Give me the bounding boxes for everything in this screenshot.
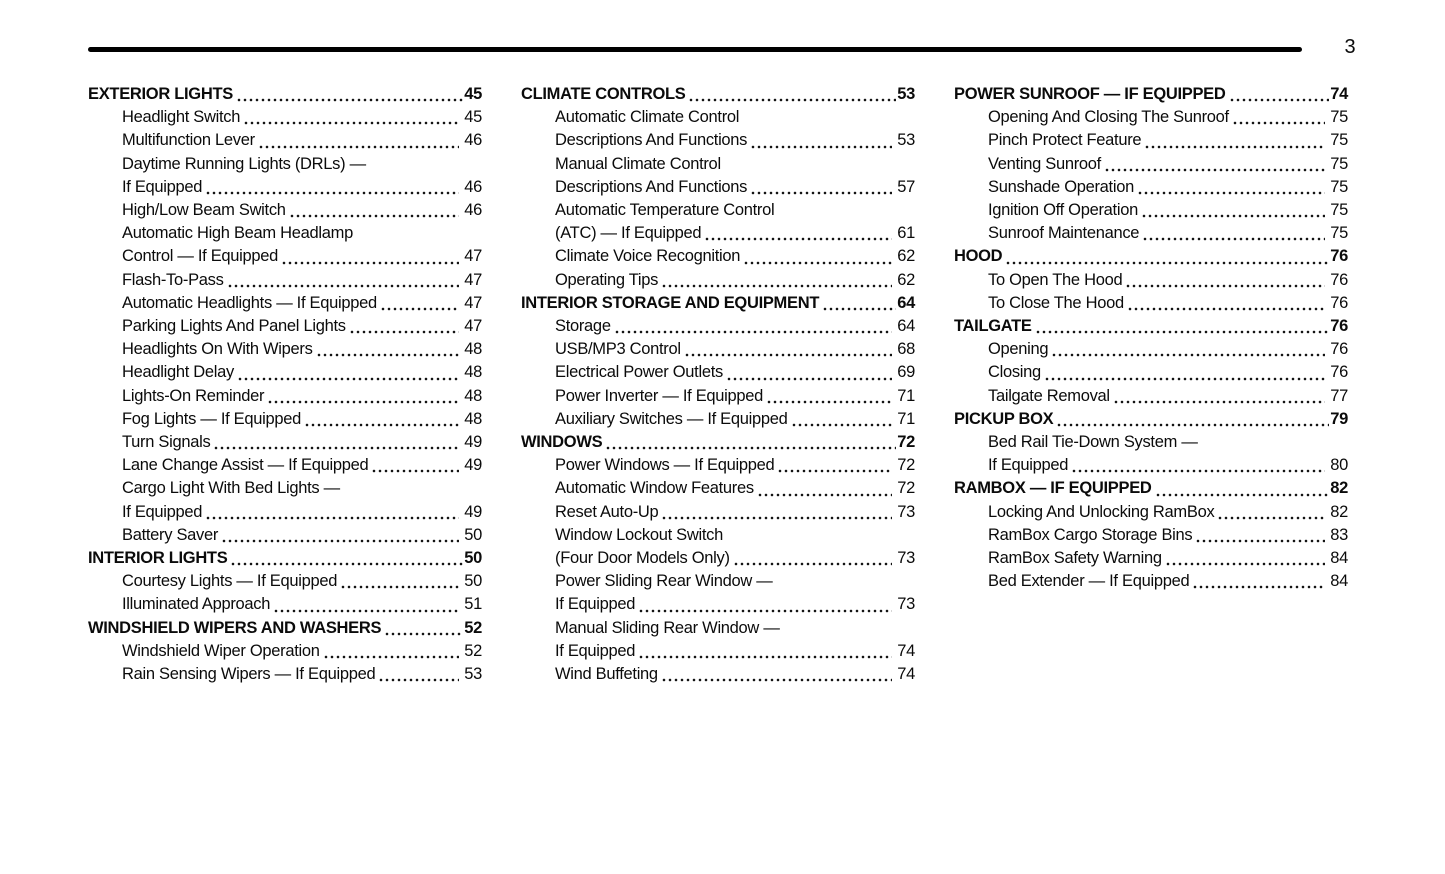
toc-entry-page-ref: 75 (1330, 108, 1348, 127)
toc-entry (521, 617, 915, 640)
toc-entry-page-ref: 49 (464, 433, 482, 452)
dot-leader (684, 353, 893, 357)
dot-leader (227, 284, 460, 288)
toc-entry-page-ref: 51 (464, 595, 482, 614)
toc-entry (521, 385, 915, 408)
toc-entry (88, 292, 482, 315)
toc-entry (88, 663, 482, 686)
toc-entry-label: RamBox Safety Warning (988, 549, 1162, 568)
toc-section-heading-label: CLIMATE CONTROLS (521, 85, 686, 103)
toc-section-heading (521, 431, 915, 454)
dot-leader (323, 655, 460, 659)
toc-entry-page-ref: 48 (464, 409, 482, 428)
dot-leader (205, 191, 459, 195)
toc-entry (521, 153, 915, 176)
toc-entry-label: Climate Voice Recognition (555, 247, 741, 266)
dot-leader (661, 516, 892, 520)
toc-section-heading-page-ref: 72 (897, 433, 915, 452)
toc-entry-page-ref: 84 (1330, 549, 1348, 568)
toc-entry (954, 199, 1348, 222)
dot-leader (258, 145, 459, 149)
dot-leader (281, 261, 459, 265)
toc-section-heading-label: POWER SUNROOF — IF EQUIPPED (954, 85, 1226, 103)
toc-entry (88, 593, 482, 616)
dot-leader (777, 469, 892, 473)
toc-entry (954, 431, 1348, 454)
toc-entry-continuation (521, 547, 915, 570)
dot-leader (1104, 168, 1325, 172)
toc-entry-continuation-page-ref: 73 (897, 549, 915, 568)
toc-entry-continuation-page-ref: 61 (897, 224, 915, 243)
toc-section-heading-page-ref: 82 (1330, 479, 1348, 498)
toc-entry-continuation-label: If Equipped (555, 595, 636, 614)
toc-entry-label: Parking Lights And Panel Lights (122, 317, 346, 336)
toc-entry (88, 129, 482, 152)
toc-entry-continuation-page-ref: 73 (897, 595, 915, 614)
toc-entry (521, 501, 915, 524)
toc-entry-label: Courtesy Lights — If Equipped (122, 572, 338, 591)
dot-leader (638, 609, 892, 613)
dot-leader (791, 423, 893, 427)
toc-column-2 (521, 83, 915, 686)
toc-entry-label: Headlight Switch (122, 108, 241, 127)
toc-entry (88, 361, 482, 384)
toc-entry (521, 454, 915, 477)
dot-leader (1044, 377, 1325, 381)
toc-entry (521, 361, 915, 384)
toc-entry (88, 477, 482, 500)
toc-entry-label: Reset Auto-Up (555, 502, 659, 521)
toc-entry-label: Headlights On With Wipers (122, 340, 313, 359)
dot-leader (371, 469, 459, 473)
toc-entry-page-ref: 75 (1330, 154, 1348, 173)
toc-entry-continuation-label: Descriptions And Functions (555, 131, 748, 150)
toc-entry (954, 385, 1348, 408)
dot-leader (289, 214, 460, 218)
toc-entry-continuation (954, 454, 1348, 477)
toc-entry (954, 222, 1348, 245)
toc-entry-label: Battery Saver (122, 525, 219, 544)
toc-entry-label: Automatic Window Features (555, 479, 754, 498)
toc-entry-continuation-page-ref: 57 (897, 177, 915, 196)
dot-leader (1056, 423, 1329, 427)
toc-entry-page-ref: 64 (897, 317, 915, 336)
toc-entry-continuation (521, 222, 915, 245)
toc-entry (954, 501, 1348, 524)
toc-entry-continuation-label: If Equipped (555, 641, 636, 660)
toc-entry-label: Power Windows — If Equipped (555, 456, 775, 475)
toc-entry-page-ref: 49 (464, 456, 482, 475)
toc-entry (954, 361, 1348, 384)
toc-entry (521, 524, 915, 547)
toc-section-heading (88, 547, 482, 570)
toc-entry-continuation-label: Control — If Equipped (122, 247, 279, 266)
toc-entry-label: Automatic Climate Control (555, 108, 740, 127)
toc-entry-label: RamBox Cargo Storage Bins (988, 525, 1193, 544)
toc-entry-page-ref: 75 (1330, 177, 1348, 196)
toc-entry (521, 106, 915, 129)
toc-entry (954, 570, 1348, 593)
dot-leader (614, 330, 893, 334)
toc-columns (88, 83, 1348, 686)
toc-section-heading-label: WINDSHIELD WIPERS AND WASHERS (88, 618, 382, 637)
toc-entry (954, 292, 1348, 315)
toc-section-heading-page-ref: 50 (464, 549, 482, 568)
toc-entry-continuation-page-ref: 80 (1330, 456, 1348, 475)
toc-section-heading-page-ref: 53 (897, 85, 915, 103)
toc-entry-label: Venting Sunroof (988, 154, 1101, 173)
toc-section-heading-label: RAMBOX — IF EQUIPPED (954, 479, 1152, 498)
dot-leader (1005, 261, 1329, 265)
toc-entry (88, 431, 482, 454)
toc-entry-continuation (521, 176, 915, 199)
dot-leader (304, 423, 459, 427)
toc-entry-label: Opening (988, 340, 1049, 359)
toc-section-heading (954, 83, 1348, 106)
dot-leader (205, 516, 459, 520)
toc-section-heading-label: INTERIOR LIGHTS (88, 549, 228, 568)
toc-entry-page-ref: 48 (464, 386, 482, 405)
dot-leader (1125, 284, 1325, 288)
toc-entry-label: Windshield Wiper Operation (122, 641, 320, 660)
dot-leader (704, 237, 892, 241)
dot-leader (766, 400, 892, 404)
toc-entry-page-ref: 71 (897, 386, 915, 405)
toc-entry-page-ref: 76 (1330, 293, 1348, 312)
toc-entry-label: Illuminated Approach (122, 595, 271, 614)
toc-entry-label: Closing (988, 363, 1041, 382)
toc-section-heading (954, 315, 1348, 338)
toc-entry-label: To Close The Hood (988, 293, 1124, 312)
toc-entry-continuation (88, 176, 482, 199)
toc-entry-label: Daytime Running Lights (DRLs) — (122, 154, 366, 173)
toc-entry (954, 153, 1348, 176)
dot-leader (1071, 469, 1325, 473)
dot-leader (1127, 307, 1325, 311)
toc-entry-page-ref: 83 (1330, 525, 1348, 544)
toc-entry-label: To Open The Hood (988, 270, 1123, 289)
dot-leader (733, 562, 893, 566)
dot-leader (378, 678, 459, 682)
toc-entry (88, 315, 482, 338)
toc-entry-label: Multifunction Lever (122, 131, 255, 150)
toc-entry-continuation-label: If Equipped (988, 456, 1069, 475)
toc-section-heading-label: INTERIOR STORAGE AND EQUIPMENT (521, 293, 820, 312)
toc-entry-label: Electrical Power Outlets (555, 363, 723, 382)
dot-leader (1035, 330, 1330, 334)
toc-entry (521, 315, 915, 338)
toc-entry-continuation (521, 129, 915, 152)
toc-entry-page-ref: 45 (464, 108, 482, 127)
toc-entry (88, 408, 482, 431)
toc-entry-label: Cargo Light With Bed Lights — (122, 479, 340, 498)
dot-leader (316, 353, 460, 357)
toc-section-heading (954, 477, 1348, 500)
toc-section-heading-label: TAILGATE (954, 317, 1032, 336)
dot-leader (1192, 585, 1325, 589)
toc-entry-page-ref: 53 (464, 665, 482, 684)
toc-entry-page-ref: 72 (897, 456, 915, 475)
dot-leader (661, 284, 892, 288)
toc-entry-page-ref: 76 (1330, 340, 1348, 359)
toc-section-heading (521, 292, 915, 315)
toc-section-heading (88, 617, 482, 640)
toc-entry (521, 199, 915, 222)
toc-entry (954, 106, 1348, 129)
toc-entry-label: Lane Change Assist — If Equipped (122, 456, 369, 475)
toc-section-heading (954, 408, 1348, 431)
toc-entry-page-ref: 48 (464, 363, 482, 382)
toc-entry-continuation-label: (Four Door Models Only) (555, 549, 730, 568)
toc-section-heading-label: EXTERIOR LIGHTS (88, 85, 233, 103)
toc-entry-continuation (521, 593, 915, 616)
dot-leader (237, 377, 459, 381)
toc-entry (954, 129, 1348, 152)
toc-entry-label: Power Inverter — If Equipped (555, 386, 764, 405)
dot-leader (1155, 493, 1330, 497)
dot-leader (384, 632, 463, 636)
toc-entry (521, 245, 915, 268)
dot-leader (349, 330, 460, 334)
toc-section-heading (954, 245, 1348, 268)
toc-entry-label: Opening And Closing The Sunroof (988, 108, 1229, 127)
dot-leader (1113, 400, 1325, 404)
toc-entry (521, 663, 915, 686)
page-number: 3 (1344, 36, 1356, 58)
toc-entry-page-ref: 50 (464, 525, 482, 544)
toc-section-heading-page-ref: 76 (1330, 317, 1348, 336)
dot-leader (726, 377, 892, 381)
toc-section-heading-label: WINDOWS (521, 433, 603, 452)
toc-entry-label: Manual Sliding Rear Window — (555, 618, 780, 637)
toc-entry-label: Fog Lights — If Equipped (122, 409, 301, 428)
toc-entry-label: Turn Signals (122, 433, 211, 452)
toc-entry (88, 385, 482, 408)
toc-entry-page-ref: 62 (897, 247, 915, 266)
toc-entry-label: Bed Rail Tie-Down System — (988, 433, 1198, 452)
toc-section-heading-page-ref: 74 (1330, 85, 1348, 103)
toc-entry-page-ref: 68 (897, 340, 915, 359)
toc-entry-page-ref: 47 (464, 317, 482, 336)
dot-leader (236, 98, 463, 102)
toc-entry (521, 338, 915, 361)
toc-entry (88, 338, 482, 361)
toc-entry (954, 176, 1348, 199)
dot-leader (605, 446, 896, 450)
toc-entry-page-ref: 50 (464, 572, 482, 591)
toc-entry (88, 454, 482, 477)
toc-entry-page-ref: 52 (464, 641, 482, 660)
toc-entry-label: Power Sliding Rear Window — (555, 572, 773, 591)
toc-entry-continuation-page-ref: 47 (464, 247, 482, 266)
dot-leader (1195, 539, 1325, 543)
toc-entry (954, 338, 1348, 361)
toc-entry (88, 106, 482, 129)
dot-leader (1217, 516, 1325, 520)
dot-leader (380, 307, 459, 311)
dot-leader (822, 307, 896, 311)
toc-entry-continuation-page-ref: 49 (464, 502, 482, 521)
toc-entry-page-ref: 47 (464, 293, 482, 312)
dot-leader (750, 145, 892, 149)
toc-entry-page-ref: 82 (1330, 502, 1348, 521)
dot-leader (1144, 145, 1325, 149)
toc-entry-page-ref: 46 (464, 201, 482, 220)
dot-leader (1141, 214, 1325, 218)
header-rule (88, 47, 1302, 52)
toc-entry-continuation-page-ref: 46 (464, 177, 482, 196)
toc-entry (88, 269, 482, 292)
toc-entry (954, 547, 1348, 570)
toc-entry-page-ref: 69 (897, 363, 915, 382)
dot-leader (267, 400, 459, 404)
toc-entry-continuation (521, 640, 915, 663)
toc-entry (88, 570, 482, 593)
dot-leader (1229, 98, 1330, 102)
toc-column-1 (88, 83, 482, 686)
toc-entry-label: Ignition Off Operation (988, 201, 1138, 220)
toc-entry (88, 153, 482, 176)
toc-column-3 (954, 83, 1348, 686)
dot-leader (213, 446, 459, 450)
toc-entry-label: Manual Climate Control (555, 154, 721, 173)
toc-entry-page-ref: 71 (897, 409, 915, 428)
dot-leader (661, 678, 892, 682)
toc-entry-continuation (88, 501, 482, 524)
toc-entry-page-ref: 62 (897, 270, 915, 289)
toc-section-heading (88, 83, 482, 106)
toc-entry (521, 408, 915, 431)
dot-leader (743, 261, 892, 265)
dot-leader (230, 562, 463, 566)
dot-leader (221, 539, 459, 543)
toc-section-heading-page-ref: 79 (1330, 409, 1348, 428)
toc-entry-page-ref: 47 (464, 270, 482, 289)
toc-entry-page-ref: 84 (1330, 572, 1348, 591)
toc-entry-continuation-label: Descriptions And Functions (555, 177, 748, 196)
toc-entry-continuation (88, 245, 482, 268)
dot-leader (243, 121, 459, 125)
toc-entry (521, 477, 915, 500)
toc-entry (954, 269, 1348, 292)
toc-entry-page-ref: 72 (897, 479, 915, 498)
toc-entry-label: Wind Buffeting (555, 665, 658, 684)
toc-entry (88, 199, 482, 222)
toc-entry-label: Auxiliary Switches — If Equipped (555, 409, 788, 428)
toc-entry-page-ref: 76 (1330, 270, 1348, 289)
toc-entry (88, 524, 482, 547)
toc-entry-label: Operating Tips (555, 270, 659, 289)
dot-leader (340, 585, 459, 589)
toc-entry (521, 269, 915, 292)
toc-entry-label: Tailgate Removal (988, 386, 1110, 405)
toc-entry-label: USB/MP3 Control (555, 340, 681, 359)
toc-entry-page-ref: 74 (897, 665, 915, 684)
toc-entry-label: Sunshade Operation (988, 177, 1134, 196)
toc-entry-label: Sunroof Maintenance (988, 224, 1140, 243)
toc-entry-page-ref: 76 (1330, 363, 1348, 382)
dot-leader (688, 98, 896, 102)
toc-section-heading-label: HOOD (954, 247, 1003, 266)
dot-leader (757, 493, 892, 497)
toc-entry (521, 570, 915, 593)
dot-leader (1051, 353, 1325, 357)
toc-entry-label: Automatic High Beam Headlamp (122, 224, 353, 243)
toc-entry-label: High/Low Beam Switch (122, 201, 286, 220)
toc-entry (954, 524, 1348, 547)
toc-entry-page-ref: 77 (1330, 386, 1348, 405)
dot-leader (273, 609, 459, 613)
toc-entry-label: Flash-To-Pass (122, 270, 224, 289)
toc-entry (88, 222, 482, 245)
dot-leader (1165, 562, 1325, 566)
toc-entry-label: Rain Sensing Wipers — If Equipped (122, 665, 376, 684)
toc-entry-label: Pinch Protect Feature (988, 131, 1142, 150)
dot-leader (750, 191, 892, 195)
toc-entry-label: Automatic Headlights — If Equipped (122, 293, 377, 312)
toc-section-heading-page-ref: 45 (464, 85, 482, 103)
dot-leader (1142, 237, 1325, 241)
toc-entry-continuation-page-ref: 74 (897, 641, 915, 660)
toc-entry-label: Headlight Delay (122, 363, 234, 382)
toc-entry-continuation-label: (ATC) — If Equipped (555, 224, 702, 243)
toc-entry-label: Locking And Unlocking RamBox (988, 502, 1215, 521)
toc-entry-continuation-label: If Equipped (122, 177, 203, 196)
toc-section-heading-page-ref: 64 (897, 293, 915, 312)
toc-entry-label: Window Lockout Switch (555, 525, 723, 544)
toc-entry-continuation-page-ref: 53 (897, 131, 915, 150)
toc-section-heading-label: PICKUP BOX (954, 409, 1054, 428)
toc-entry-page-ref: 75 (1330, 201, 1348, 220)
toc-entry-page-ref: 75 (1330, 224, 1348, 243)
toc-entry-page-ref: 73 (897, 502, 915, 521)
dot-leader (638, 655, 892, 659)
toc-section-heading-page-ref: 52 (464, 618, 482, 637)
toc-entry-label: Automatic Temperature Control (555, 201, 775, 220)
toc-entry-page-ref: 46 (464, 131, 482, 150)
toc-entry-continuation-label: If Equipped (122, 502, 203, 521)
toc-section-heading-page-ref: 76 (1330, 247, 1348, 266)
toc-section-heading (521, 83, 915, 106)
toc-entry (88, 640, 482, 663)
toc-entry-page-ref: 75 (1330, 131, 1348, 150)
toc-entry-page-ref: 48 (464, 340, 482, 359)
dot-leader (1232, 121, 1325, 125)
toc-entry-label: Bed Extender — If Equipped (988, 572, 1190, 591)
dot-leader (1137, 191, 1325, 195)
toc-entry-label: Lights-On Reminder (122, 386, 265, 405)
toc-entry-label: Storage (555, 317, 611, 336)
